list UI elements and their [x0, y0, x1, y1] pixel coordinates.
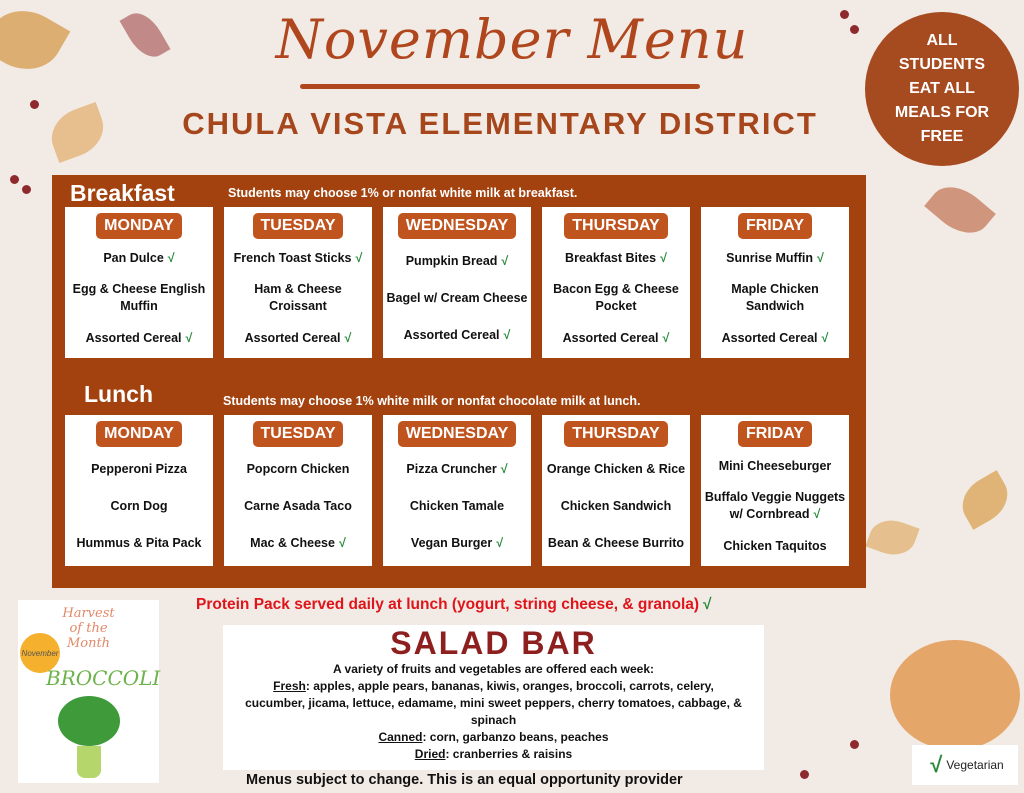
- lunch-row: [65, 415, 849, 566]
- menu-item-name: Assorted Cereal: [562, 330, 659, 345]
- menu-items: [701, 451, 849, 566]
- menu-item: [721, 538, 828, 555]
- menu-items: [224, 243, 372, 358]
- fresh-list: : apples, apple pears, bananas, kiwis, oranges, broccoli, carrots, celery, cucumber, jicama, lettuce, edamame, mini sweet peppers, cherry tomatoes, cabbage, & spinach: [245, 679, 742, 727]
- vegetarian-check-icon: √: [167, 251, 175, 266]
- menu-item: [65, 281, 213, 315]
- canned-label: Canned: [378, 730, 423, 744]
- harvest-of-month: [18, 600, 159, 783]
- breakfast-card-wednesday: [383, 207, 531, 358]
- breakfast-milk-note: Students may choose 1% or nonfat white milk at breakfast.: [228, 186, 578, 200]
- menu-item-name: Vegan Burger: [410, 536, 493, 550]
- breakfast-card-tuesday: [224, 207, 372, 358]
- dried-label: Dried: [414, 747, 446, 761]
- menu-item-name: Assorted Cereal: [85, 330, 182, 345]
- canned-list: : corn, garbanzo beans, peaches: [422, 730, 609, 744]
- vegetarian-check-icon: √: [930, 752, 943, 777]
- breakfast-card-monday: [65, 207, 213, 358]
- salad-bar-title: SALAD BAR: [390, 625, 597, 661]
- menu-item-name: Pepperoni Pizza: [91, 462, 187, 476]
- menu-item: [404, 461, 509, 478]
- menu-items: [383, 243, 531, 358]
- menu-item-name: Bagel w/ Cream Cheese: [386, 291, 528, 305]
- menu-item: [701, 281, 849, 315]
- salad-intro: A variety of fruits and vegetables are offered each week:: [332, 662, 654, 676]
- menu-item: [542, 281, 690, 315]
- menu-item-name: Mac & Cheese: [250, 536, 335, 550]
- footer-disclaimer: Menus subject to change. This is an equal opportunity provider: [246, 772, 683, 788]
- vegetarian-check-icon: √: [703, 596, 712, 613]
- menu-items: [542, 451, 690, 566]
- menu-item-name: Bacon Egg & Cheese Pocket: [553, 282, 679, 314]
- salad-dried: [223, 746, 764, 763]
- menu-item-name: Egg & Cheese English Muffin: [72, 282, 206, 314]
- vegetarian-check-icon: √: [662, 330, 670, 345]
- menu-item-name: Ham & Cheese Croissant: [254, 282, 342, 314]
- day-badge: THURSDAY: [564, 421, 667, 447]
- breakfast-row: [65, 207, 849, 358]
- menu-item: [559, 498, 673, 515]
- menu-items: [383, 451, 531, 566]
- day-badge: THURSDAY: [564, 213, 667, 239]
- salad-canned: [223, 729, 764, 746]
- day-badge: FRIDAY: [738, 421, 812, 447]
- salad-fresh: [223, 678, 764, 729]
- title-underline: [300, 84, 700, 89]
- protein-text: Protein Pack served daily at lunch (yogurt, string cheese, & granola): [196, 596, 700, 613]
- vegetarian-check-icon: √: [355, 251, 363, 266]
- vegetarian-check-icon: √: [338, 536, 346, 550]
- vegetarian-check-icon: √: [496, 536, 504, 550]
- menu-item: [242, 498, 354, 515]
- vegetarian-check-icon: √: [344, 330, 352, 345]
- fresh-label: Fresh: [273, 679, 306, 693]
- menu-item: [224, 281, 372, 315]
- menu-item: [109, 498, 170, 515]
- breakfast-card-friday: [701, 207, 849, 358]
- lunch-card-monday: [65, 415, 213, 566]
- lunch-card-thursday: [542, 415, 690, 566]
- menu-item: [101, 250, 176, 267]
- menu-item: [408, 498, 506, 515]
- lunch-heading: Lunch: [84, 381, 153, 407]
- menu-item: [248, 535, 348, 552]
- lunch-card-tuesday: [224, 415, 372, 566]
- menu-item-name: Corn Dog: [110, 499, 168, 513]
- vegetarian-check-icon: √: [185, 330, 193, 345]
- menu-items: [65, 451, 213, 566]
- menu-item-name: Hummus & Pita Pack: [76, 536, 202, 550]
- menu-item: [89, 461, 189, 478]
- day-badge: TUESDAY: [253, 213, 344, 239]
- day-badge: MONDAY: [96, 421, 182, 447]
- menu-items: [65, 243, 213, 358]
- day-badge: TUESDAY: [253, 421, 344, 447]
- district-name: CHULA VISTA ELEMENTARY DISTRICT: [182, 106, 818, 141]
- day-badge: MONDAY: [96, 213, 182, 239]
- menu-item-name: Assorted Cereal: [721, 330, 818, 345]
- menu-item: [563, 250, 669, 267]
- menu-item: [724, 250, 826, 267]
- day-badge: WEDNESDAY: [398, 421, 517, 447]
- menu-item: [245, 461, 352, 478]
- menu-item: [561, 330, 672, 347]
- menu-item-name: Mini Cheeseburger: [718, 459, 832, 474]
- menu-item-name: Sunrise Muffin: [726, 251, 813, 266]
- vegetarian-check-icon: √: [816, 251, 824, 266]
- menu-item: [546, 535, 686, 552]
- vegetarian-check-icon: √: [813, 507, 821, 522]
- menu-item: [409, 535, 505, 552]
- menu-items: [224, 451, 372, 566]
- breakfast-card-thursday: [542, 207, 690, 358]
- vegetarian-check-icon: √: [821, 330, 829, 345]
- menu-item: [404, 253, 511, 270]
- lunch-milk-note: Students may choose 1% white milk or nonfat chocolate milk at lunch.: [223, 394, 641, 408]
- menu-item-name: Breakfast Bites: [565, 251, 657, 266]
- vegetarian-check-icon: √: [660, 251, 667, 266]
- menu-items: [701, 243, 849, 358]
- menu-item-name: Chicken Tamale: [409, 499, 505, 513]
- menu-item: [74, 535, 203, 552]
- menu-item-name: Assorted Cereal: [244, 330, 341, 345]
- menu-item: [402, 327, 513, 344]
- harvest-title: Harvest of the Month: [62, 606, 115, 651]
- broccoli-icon: [58, 696, 120, 778]
- menu-item: [701, 489, 849, 523]
- menu-item-name: Chicken Taquitos: [723, 538, 827, 553]
- salad-bar-box: [223, 625, 764, 770]
- menu-item-name: Maple Chicken Sandwich: [731, 282, 819, 314]
- lunch-card-friday: [701, 415, 849, 566]
- menu-item-name: Pizza Cruncher: [406, 462, 497, 476]
- menu-item-name: Bean & Cheese Burrito: [547, 536, 685, 550]
- day-badge: FRIDAY: [738, 213, 812, 239]
- free-meals-badge: ALL STUDENTS EAT ALL MEALS FOR FREE: [865, 12, 1019, 166]
- menu-item-name: Assorted Cereal: [403, 328, 500, 342]
- menu-item-name: Chicken Sandwich: [560, 499, 672, 513]
- menu-item: [720, 330, 831, 347]
- menu-item: [232, 250, 365, 267]
- vegetarian-legend: [912, 745, 1018, 785]
- menu-item: [545, 461, 687, 478]
- menu-panel: [52, 175, 866, 588]
- menu-item-name: French Toast Sticks: [233, 251, 352, 266]
- vegetarian-check-icon: √: [500, 462, 508, 476]
- menu-item: [384, 290, 529, 307]
- vegetarian-check-icon: √: [501, 254, 509, 268]
- menu-item-name: Carne Asada Taco: [244, 499, 352, 513]
- page-title: November Menu: [275, 8, 749, 71]
- breakfast-heading: Breakfast: [70, 180, 175, 206]
- menu-items: [542, 243, 690, 358]
- dried-list: : cranberries & raisins: [445, 747, 573, 761]
- lunch-card-wednesday: [383, 415, 531, 566]
- harvest-item: BROCCOLI: [46, 666, 161, 690]
- harvest-month: November: [20, 633, 60, 673]
- day-badge: WEDNESDAY: [398, 213, 517, 239]
- menu-item: [84, 330, 195, 347]
- menu-item: [243, 330, 354, 347]
- menu-item: [717, 458, 834, 475]
- protein-pack-note: [196, 596, 712, 614]
- vegetarian-check-icon: √: [503, 328, 511, 342]
- menu-item-name: Pumpkin Bread: [405, 254, 498, 268]
- menu-item-name: Orange Chicken & Rice: [546, 462, 686, 476]
- menu-item-name: Pan Dulce: [103, 251, 164, 266]
- menu-item-name: Buffalo Veggie Nuggets w/ Cornbread: [704, 490, 846, 522]
- menu-item-name: Popcorn Chicken: [246, 462, 350, 476]
- legend-label: Vegetarian: [946, 758, 1004, 772]
